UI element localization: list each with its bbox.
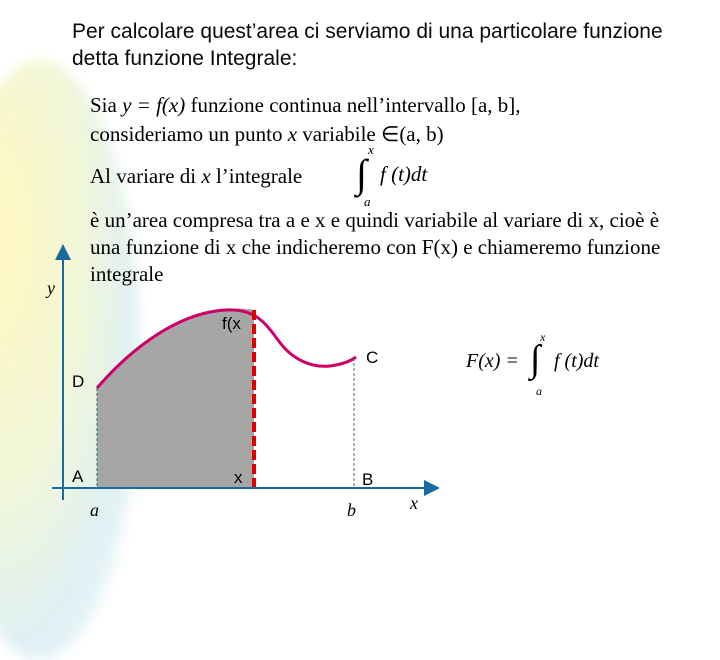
definition-line-1: Sia y = f(x) funzione continua nell’intervallo [a, b], — [90, 93, 521, 117]
point-c-label: C — [366, 348, 379, 367]
formula-lower-limit: a — [536, 384, 542, 398]
y-axis-label: y — [47, 278, 55, 298]
slide-title: Per calcolare quest’area ci serviamo di una particolare funzione detta funzione Integrale: — [72, 20, 663, 70]
point-b-label: B — [362, 470, 374, 489]
integral-lower-limit: a — [364, 194, 371, 209]
formula-body: f (t)dt — [554, 350, 599, 372]
integral-body: f (t)dt — [380, 162, 428, 186]
tick-a-label: a — [90, 500, 99, 520]
formula-lhs: F(x) = — [466, 350, 519, 372]
definition-line-2: consideriamo un punto x variabile ∈(a, b) — [90, 122, 444, 146]
integral-upper-limit: x — [368, 142, 374, 157]
function-expression: y = f(x) — [122, 93, 186, 117]
point-a-label: A — [72, 467, 84, 486]
definition-line-3: Al variare di x l’integrale — [90, 164, 303, 188]
x-axis-label: x — [410, 493, 418, 513]
integral-sign: ∫ — [356, 151, 367, 196]
tick-b-label: b — [347, 500, 356, 520]
point-d-label: D — [72, 372, 85, 391]
formula-integral-sign: ∫ — [530, 338, 541, 380]
formula-upper-limit: x — [540, 330, 546, 344]
shaded-integral-area — [97, 309, 254, 488]
tick-x-label: x — [234, 468, 243, 487]
explanation-paragraph: è un’area compresa tra a e x e quindi variabile al variare di x, cioè è una funzione di x che indicheremo con F(x) e chiameremo funzione integrale — [90, 208, 661, 286]
integral-function-formula — [466, 330, 666, 400]
fx-label: f(x — [222, 314, 241, 333]
element-of-symbol: ∈ — [381, 122, 400, 146]
